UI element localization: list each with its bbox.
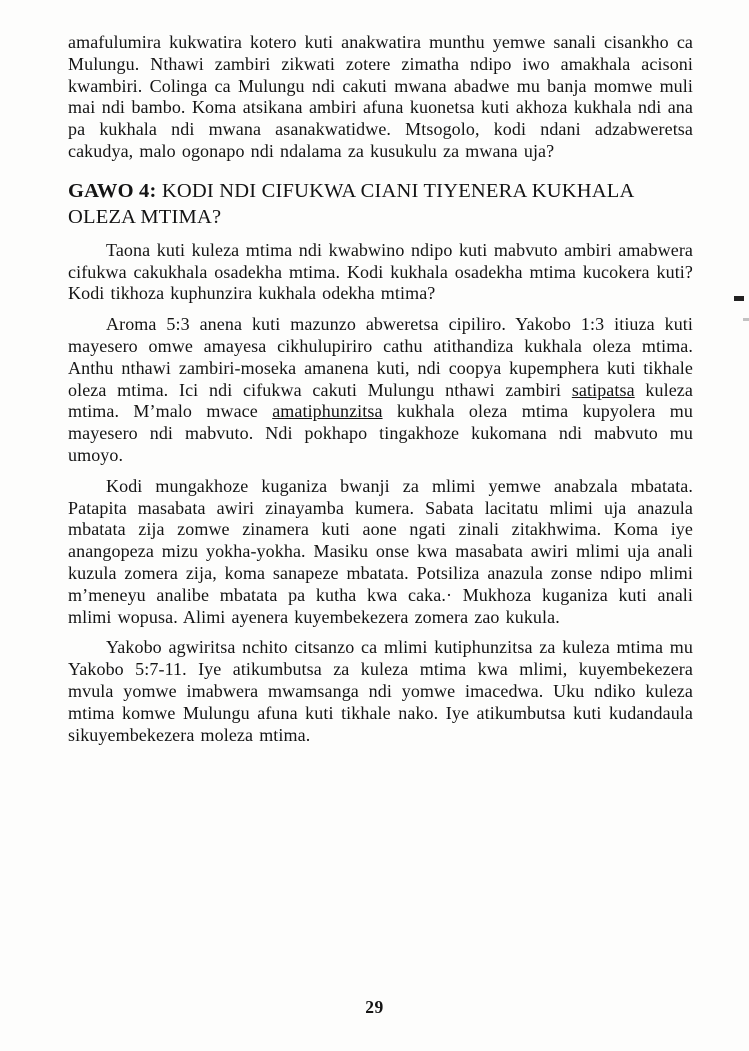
section-heading-label: GAWO 4:: [68, 179, 157, 202]
paragraph-1: amafulumira kukwatira kotero kuti anakwatira munthu yemwe sanali cisankho ca Mulungu. Nthawi zambiri zikwati zotere zimatha ndipo iwo amakhala acisoni kwambiri. Colinga ca Mulungu ndi cakuti mwana abadwe mu banja momwe muli mai ndi bambo. Koma atsikana ambiri afuna kuonetsa kuti akhoza kukhala ndi ana pa kukhala ndi mwana asanakwatidwe. Mtsogolo, kodi ndani adzabweretsa cakudya, malo ogonapo ndi ndalama za kusukulu za mwana uja?: [68, 32, 693, 161]
paragraph-3-segment: Aroma 5:3 anena kuti mazunzo abweretsa cipiliro. Yakobo 1:3 itiuza kuti mayesero omwe amayesa cikhulupiriro cathu atithandiza kukhala oleza mtima. Anthu nthawi zambiri-moseka amanena kuti, ndi coopya kupemphera kuti tikhale oleza mtima. Ici ndi cifukwa cakuti Mulungu nthawi zambiri: [68, 314, 693, 400]
paragraph-4: Kodi mungakhoze kuganiza bwanji za mlimi yemwe anabzala mbatata. Patapita masabata awiri zinayamba kumera. Sabata lacitatu mlimi uja anazula mbatata zija zomwe zinamera kuti aone ngati zinali zitakhwima. Koma iye anangopeza mizu yokha-yokha. Masiku onse kwa masabata awiri mlimi uja anali kuzula zomera zija, koma sanapeze mbatata. Potsiliza anazula zonse ndipo mlimi m’meneyu analibe mbatata pa kutha kwa caka.· Mukhoza kuganiza kuti anali mlimi wopusa. Alimi ayenera kuyembekezera zomera zao kukula.: [68, 475, 693, 627]
paragraph-3-underlined-word: satipatsa: [571, 379, 635, 400]
paragraph-5: Yakobo agwiritsa nchito citsanzo ca mlimi kutiphunzitsa za kuleza mtima mu Yakobo 5:7-11. Iye atikumbutsa za kuleza mtima kwa mlimi, kuyembekezera mvula yomwe imabwera mwamsanga ndi yomwe imacedwa. Uku ndiko kuleza mtima komwe Mulungu afuna kuti tikhale nako. Iye atikumbutsa kuti kudandaula sikuyembekezera moleza mtima.: [68, 637, 693, 745]
scan-artifact-dash: [743, 318, 749, 321]
page-number: 29: [365, 997, 384, 1017]
paragraph-3-segment: kukhala oleza mtima kupyolera mu mayesero ndi mabvuto. Ndi pokhapo tingakhoze kukomana ndi mabvuto mu umoyo.: [68, 401, 693, 465]
paragraph-3: [68, 314, 693, 467]
text-block: [68, 32, 693, 746]
paragraph-3-segment: kuleza mtima. M’malo mwace: [68, 379, 693, 422]
section-heading: [68, 178, 693, 230]
section-heading-title: KODI NDI CIFUKWA CIANI TIYENERA KUKHALA OLEZA MTIMA?: [68, 179, 634, 228]
paragraph-3-underlined-word: amatiphunzitsa: [272, 401, 383, 422]
paragraph-2: Taona kuti kuleza mtima ndi kwabwino ndipo kuti mabvuto ambiri amabwera cifukwa cakukhala osadekha mtima. Kodi kukhala osadekha mtima kucokera kuti? Kodi tikhoza kuphunzira kukhala odekha mtima?: [68, 239, 693, 304]
scan-artifact-dash: [734, 296, 744, 301]
